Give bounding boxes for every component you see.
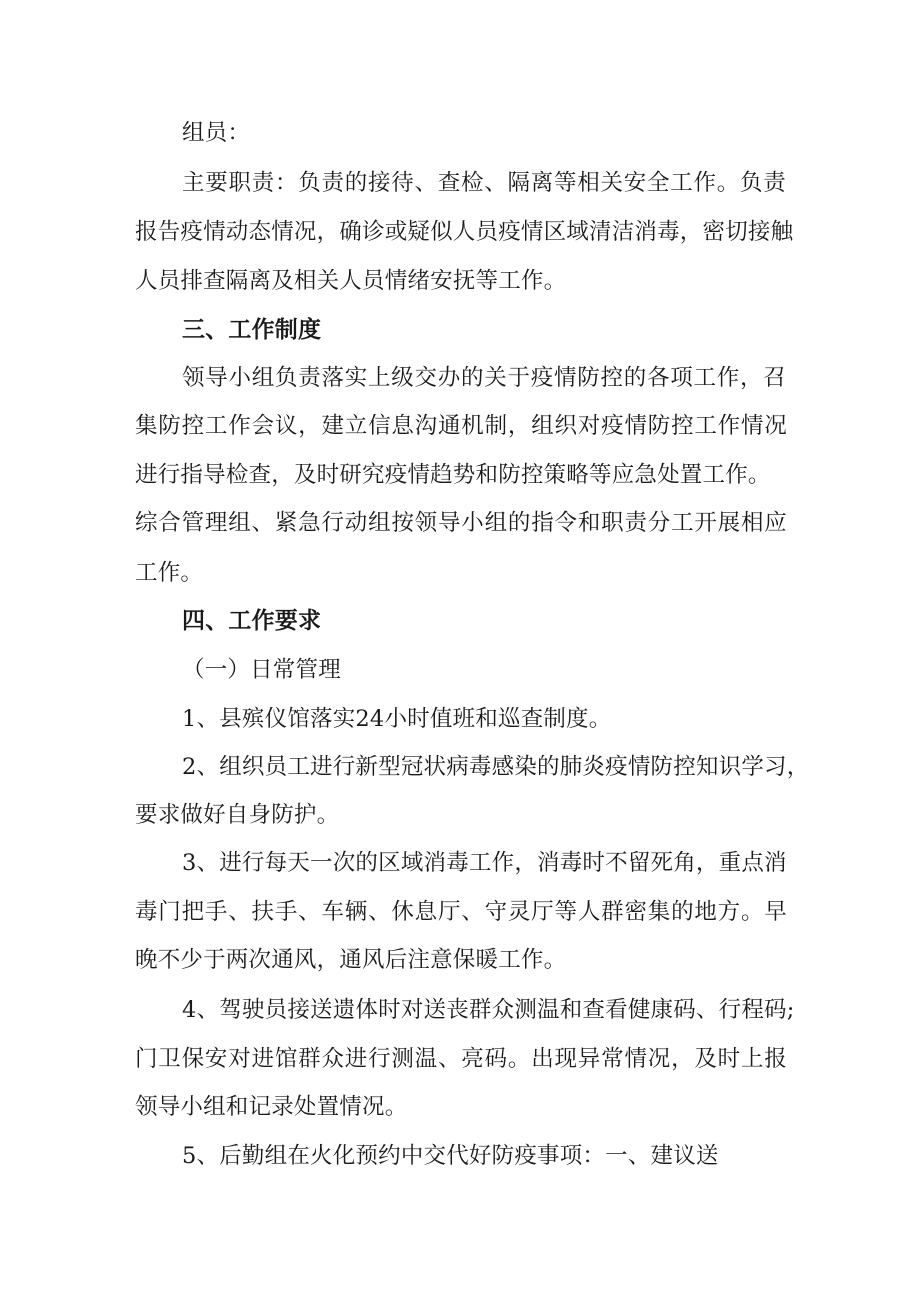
paragraph-line: 工作。 bbox=[135, 560, 204, 586]
list-item-continuation: 领导小组和记录处置情况。 bbox=[135, 1094, 408, 1120]
list-item-continuation: 要求做好自身防护。 bbox=[135, 802, 340, 828]
paragraph-line: 进行指导检查，及时研究疫情趋势和防控策略等应急处置工作。 bbox=[135, 462, 771, 488]
paragraph-line: 领导小组负责落实上级交办的关于疫情防控的各项工作，召 bbox=[182, 365, 786, 391]
list-item: 1、县殡仪馆落实24小时值班和巡查制度。 bbox=[182, 706, 612, 732]
paragraph-line: 人员排查隔离及相关人员情绪安抚等工作。 bbox=[135, 268, 567, 294]
paragraph-line: 主要职责：负责的接待、查检、隔离等相关安全工作。负责 bbox=[182, 170, 786, 196]
list-item-continuation: 门卫保安对进馆群众进行测温、亮码。出现异常情况，及时上报 bbox=[135, 1046, 787, 1072]
section-heading-3: 三、工作制度 bbox=[182, 317, 322, 343]
paragraph-line: 集防控工作会议，建立信息沟通机制，组织对疫情防控工作情况 bbox=[135, 413, 787, 439]
list-item: 3、进行每天一次的区域消毒工作，消毒时不留死角，重点消 bbox=[182, 850, 787, 876]
member-label: 组员： bbox=[182, 120, 251, 146]
list-item: 5、后勤组在火化预约中交代好防疫事项：一、建议送 bbox=[182, 1143, 719, 1169]
list-item: 2、组织员工进行新型冠状病毒感染的肺炎疫情防控知识学习， bbox=[182, 754, 810, 780]
paragraph-line: 报告疫情动态情况，确诊或疑似人员疫情区域清洁消毒，密切接触 bbox=[135, 219, 794, 245]
paragraph-line: 综合管理组、紧急行动组按领导小组的指令和职责分工开展相应 bbox=[135, 510, 787, 536]
list-item-continuation: 毒门把手、扶手、车辆、休息厅、守灵厅等人群密集的地方。早 bbox=[135, 899, 787, 925]
subsection-heading: （一）日常管理 bbox=[182, 657, 341, 683]
list-item: 4、驾驶员接送遗体时对送丧群众测温和查看健康码、行程码; bbox=[182, 997, 795, 1023]
section-heading-4: 四、工作要求 bbox=[182, 608, 322, 634]
list-item-continuation: 晚不少于两次通风，通风后注意保暖工作。 bbox=[135, 947, 567, 973]
